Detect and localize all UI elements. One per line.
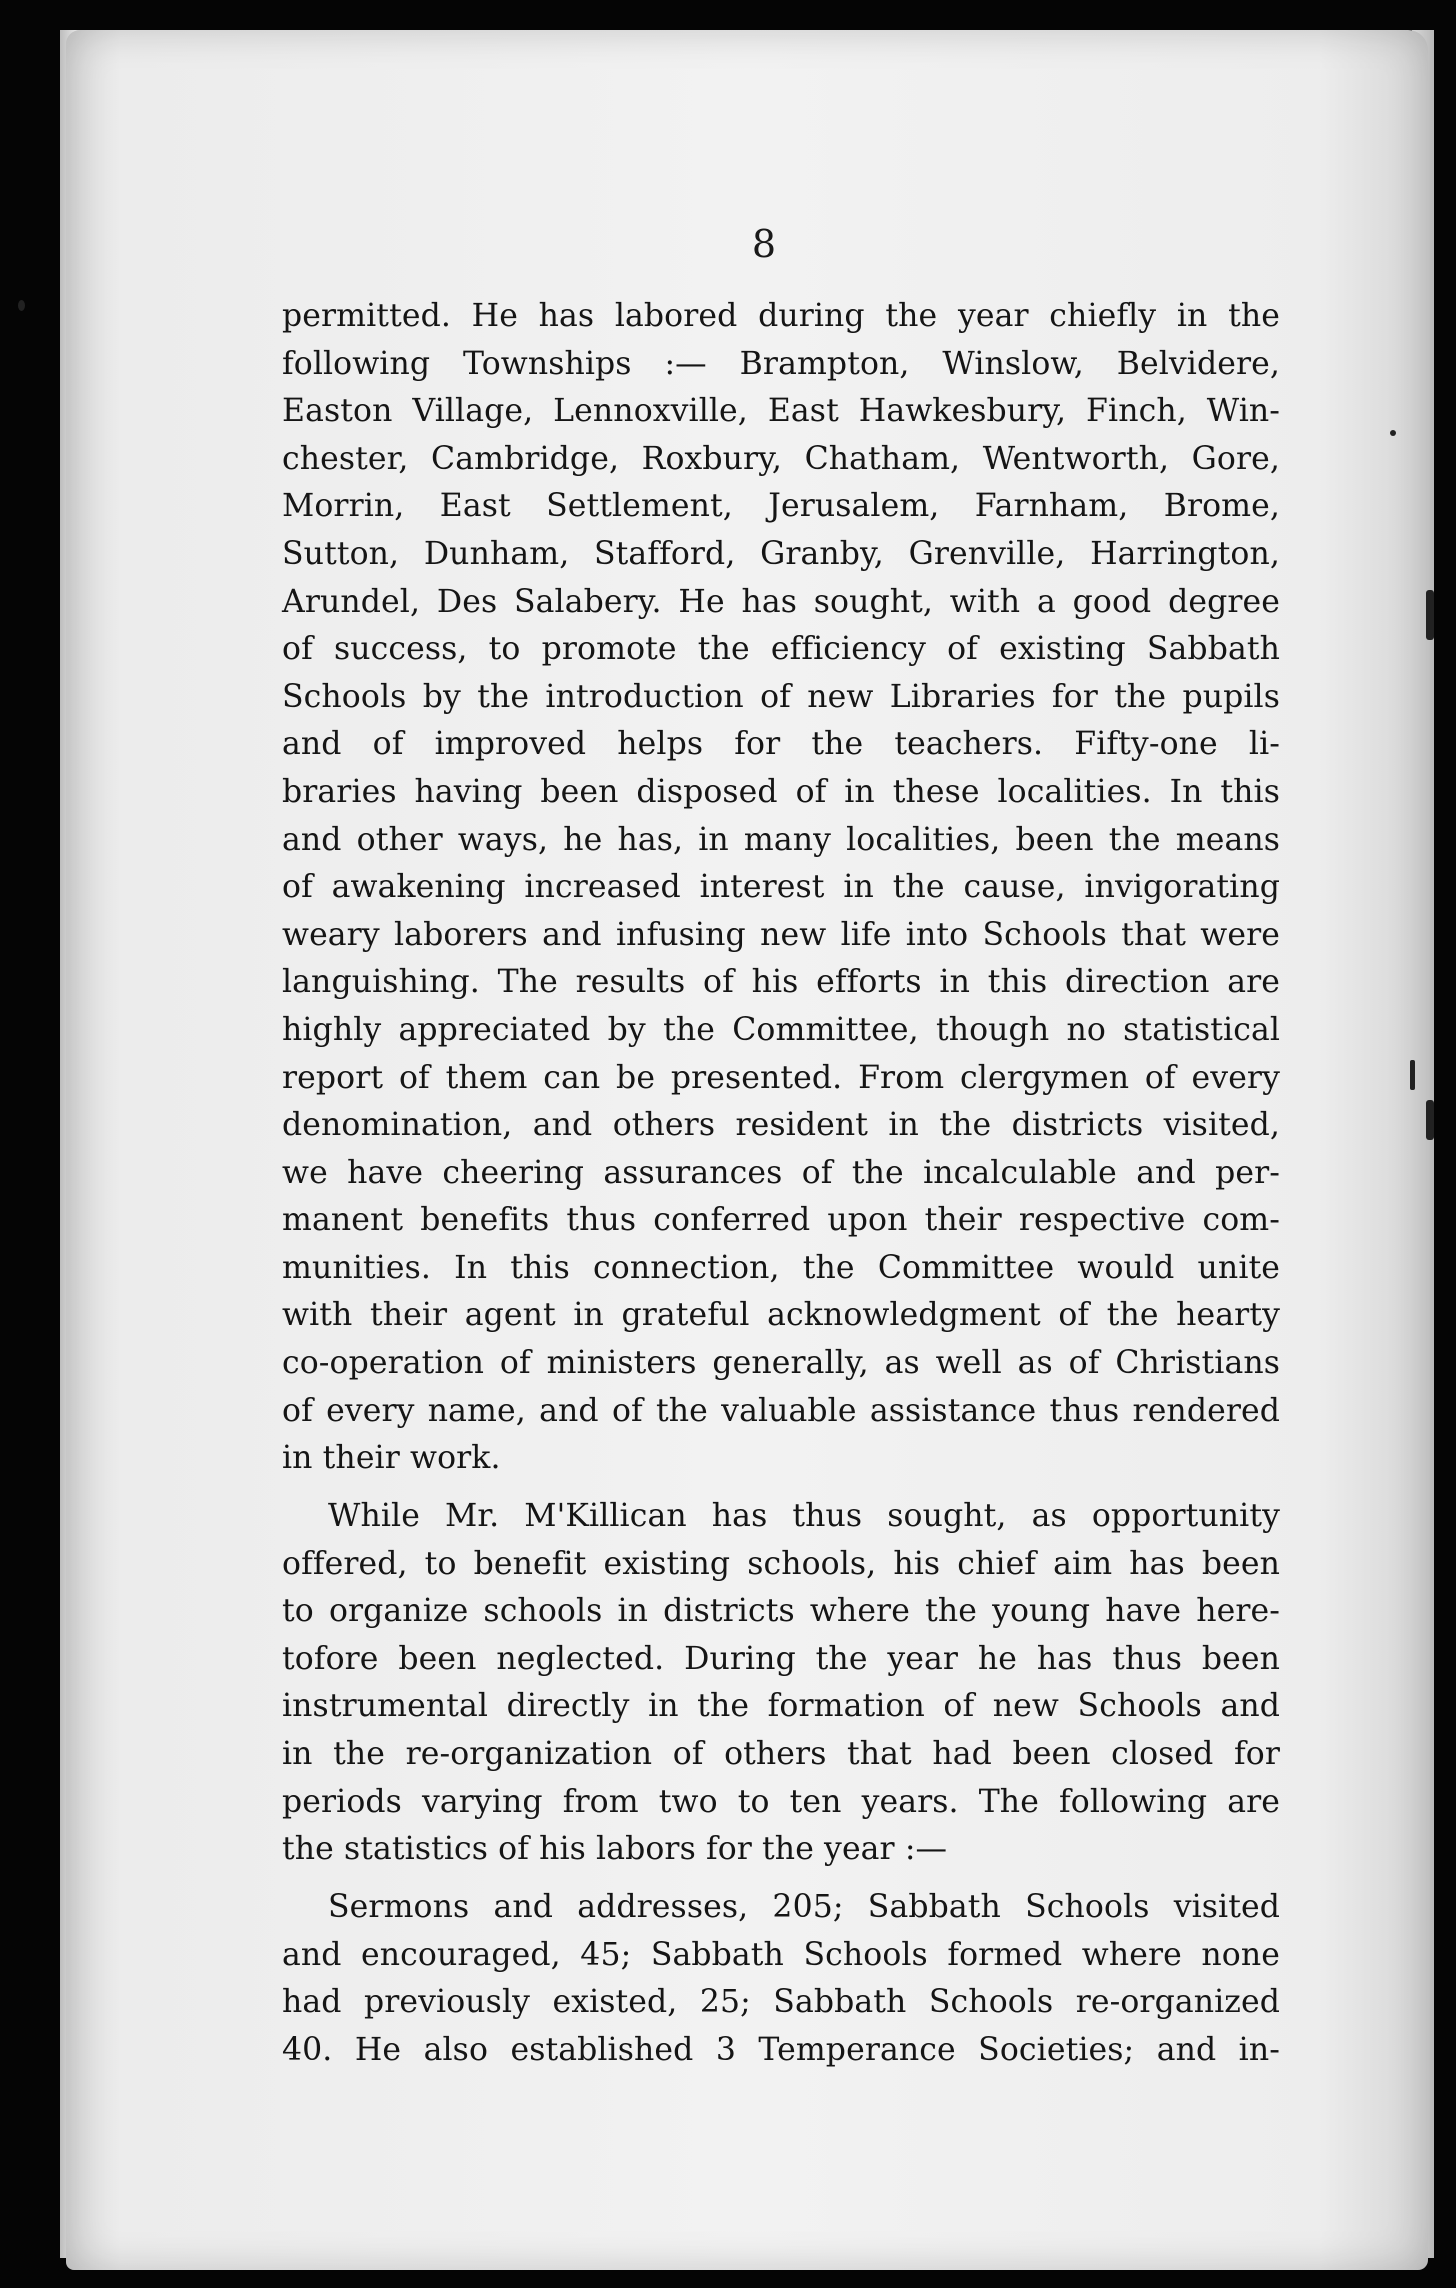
paragraph-3 xyxy=(282,1884,1280,2074)
text-line: in the re-organization of others that had been closed for xyxy=(282,1735,1280,1772)
text-line: and other ways, he has, in many localities, been the means xyxy=(282,821,1280,858)
text-line: While Mr. M'Killican has thus sought, as opportunity xyxy=(328,1498,1280,1534)
text-line: to organize schools in districts where the young have here- xyxy=(282,1593,1280,1630)
text-line: manent benefits thus conferred upon their respective com- xyxy=(282,1202,1280,1239)
text-line: co-operation of ministers generally, as well as of Christians xyxy=(282,1345,1280,1382)
text-line: Morrin, East Settlement, Jerusalem, Farnham, Brome, xyxy=(282,488,1280,525)
scan-speck xyxy=(18,300,25,311)
text-line: tofore been neglected. During the year he has thus been xyxy=(282,1640,1280,1677)
text-line: the statistics of his labors for the year :— xyxy=(282,1831,948,1868)
paragraph-2 xyxy=(282,1493,1280,1874)
scan-speck xyxy=(1410,1060,1415,1090)
text-line: we have cheering assurances of the incalculable and per- xyxy=(282,1154,1280,1191)
text-line: braries having been disposed of in these localities. In this xyxy=(282,773,1280,810)
text-line: of awakening increased interest in the cause, invigorating xyxy=(282,869,1280,906)
text-line: of every name, and of the valuable assistance thus rendered xyxy=(282,1392,1280,1429)
paragraph-1 xyxy=(282,293,1280,1483)
text-line: weary laborers and infusing new life into Schools that were xyxy=(282,916,1280,953)
text-line: Arundel, Des Salabery. He has sought, with a good degree xyxy=(282,583,1280,620)
text-line: following Townships :— Brampton, Winslow, Belvidere, xyxy=(282,345,1280,382)
text-line: denomination, and others resident in the districts visited, xyxy=(282,1107,1280,1144)
text-line: languishing. The results of his efforts in this direction are xyxy=(282,964,1280,1001)
text-line: and encouraged, 45; Sabbath Schools formed where none xyxy=(282,1936,1280,1973)
text-line: offered, to benefit existing schools, his chief aim has been xyxy=(282,1545,1280,1582)
text-line: Sutton, Dunham, Stafford, Granby, Grenville, Harrington, xyxy=(282,535,1280,572)
text-line: instrumental directly in the formation of new Schools and xyxy=(282,1688,1280,1725)
text-line: in their work. xyxy=(282,1440,501,1477)
text-line: highly appreciated by the Committee, though no statistical xyxy=(282,1011,1280,1048)
text-line: Schools by the introduction of new Libraries for the pupils xyxy=(282,678,1280,715)
text-line: periods varying from two to ten years. The following are xyxy=(282,1783,1280,1820)
text-line: Sermons and addresses, 205; Sabbath Schools visited xyxy=(328,1889,1280,1925)
scan-speck xyxy=(1426,590,1434,640)
text-line: permitted. He has labored during the year chiefly in the xyxy=(282,298,1280,334)
text-line: 40. He also established 3 Temperance Societies; and in- xyxy=(282,2031,1280,2068)
text-line: munities. In this connection, the Committee would unite xyxy=(282,1249,1280,1286)
text-line: of success, to promote the efficiency of existing Sabbath xyxy=(282,631,1280,668)
text-line: report of them can be presented. From clergymen of every xyxy=(282,1059,1280,1096)
text-line: and of improved helps for the teachers. Fifty-one li- xyxy=(282,726,1280,763)
text-line: with their agent in grateful acknowledgment of the hearty xyxy=(282,1297,1280,1334)
text-line: had previously existed, 25; Sabbath Schools re-organized xyxy=(282,1984,1280,2021)
text-line: Easton Village, Lennoxville, East Hawkesbury, Finch, Win- xyxy=(282,393,1280,430)
scan-speck xyxy=(1390,430,1396,436)
scan-speck xyxy=(1426,1100,1434,1140)
text-line: chester, Cambridge, Roxbury, Chatham, Wentworth, Gore, xyxy=(282,440,1280,477)
page-number: 8 xyxy=(751,222,777,266)
